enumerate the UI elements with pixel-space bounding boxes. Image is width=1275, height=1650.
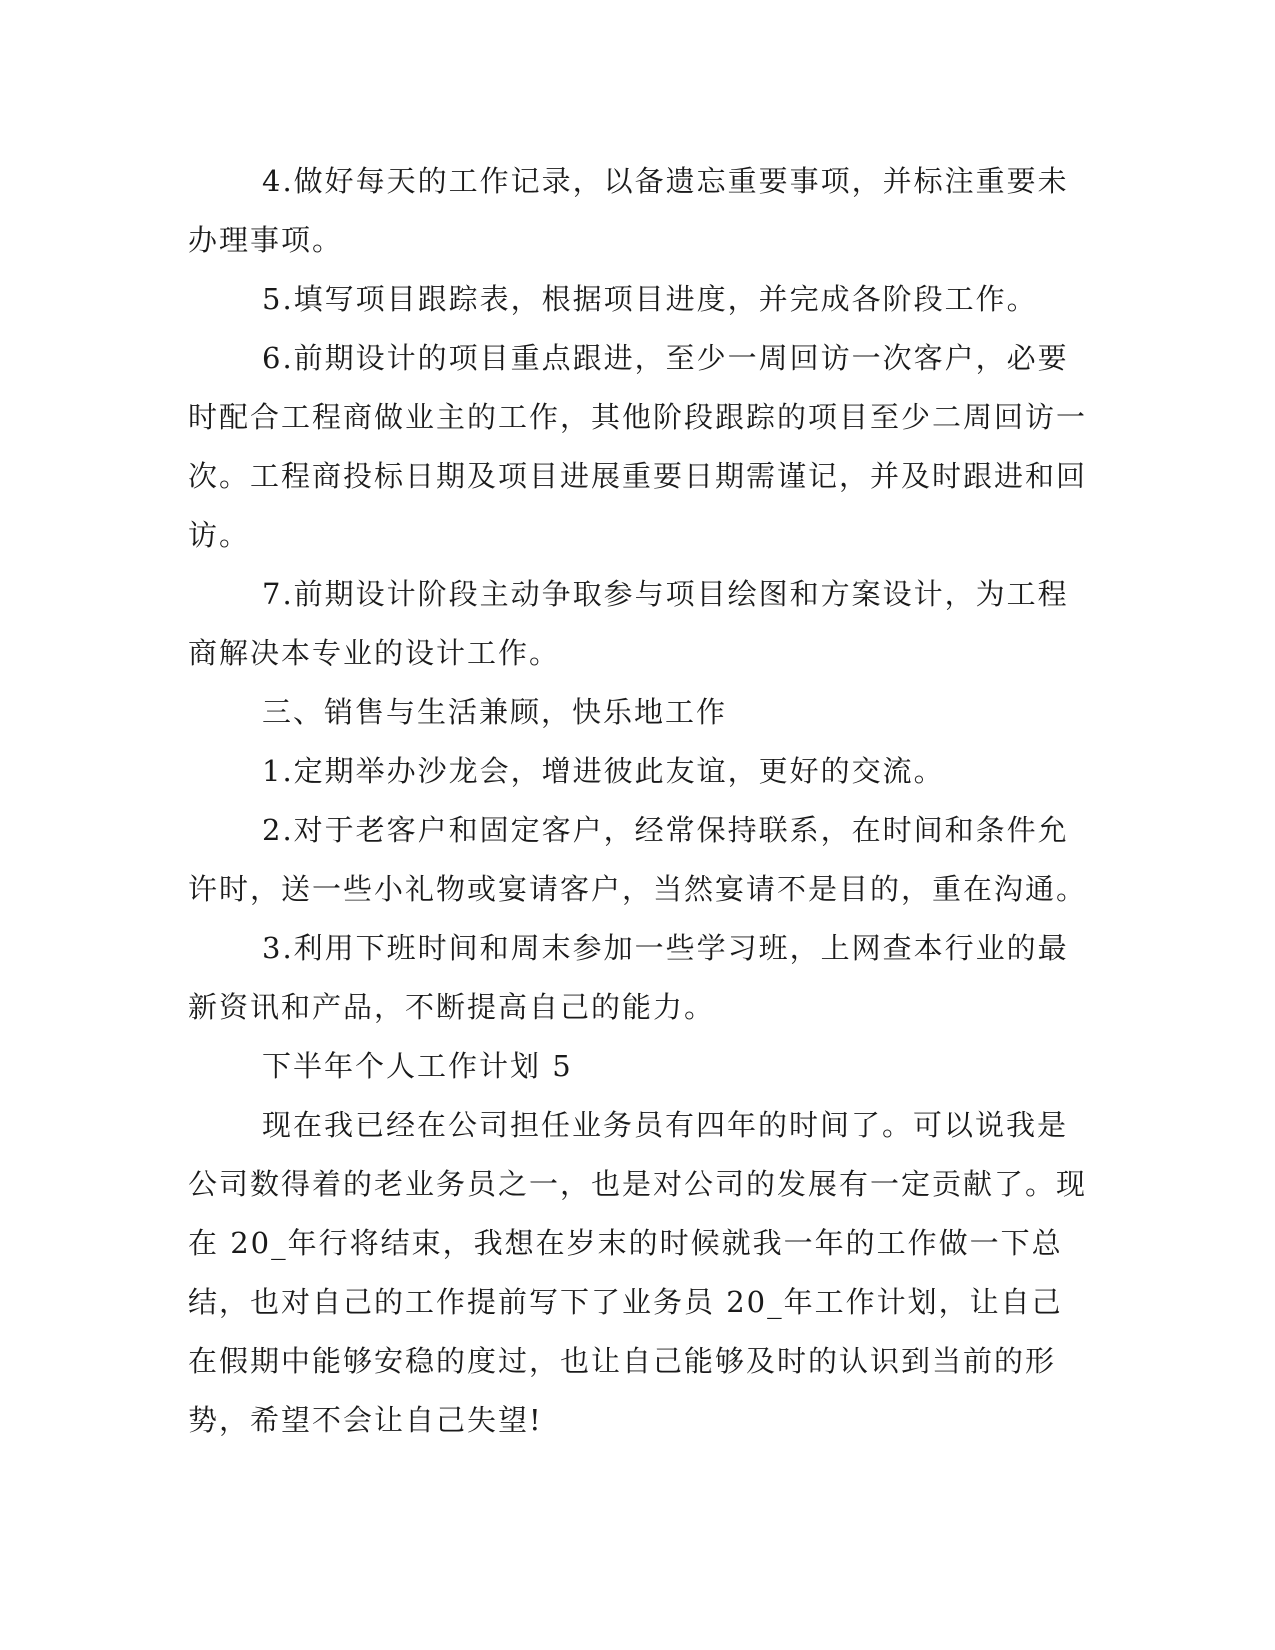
document-body	[188, 152, 1088, 1450]
paragraph-item-7: 7.前期设计阶段主动争取参与项目绘图和方案设计，为工程商解决本专业的设计工作。	[188, 577, 1069, 670]
plan-title: 下半年个人工作计划 5	[262, 1049, 573, 1083]
section-heading-3: 三、销售与生活兼顾，快乐地工作	[262, 695, 728, 729]
paragraph-item-2: 2.对于老客户和固定客户，经常保持联系，在时间和条件允许时，送一些小礼物或宴请客户，当然宴请不是目的，重在沟通。	[188, 813, 1088, 906]
intro-paragraph: 现在我已经在公司担任业务员有四年的时间了。可以说我是公司数得着的老业务员之一，也是对公司的发展有一定贡献了。现在 20_年行将结束，我想在岁末的时候就我一年的工作做一下总结，也对自己的工作提前写下了业务员 20_年工作计划，让自己在假期中能够安稳的度过，也让自己能够及时的认识到当前的形势，希望不会让自己失望!	[188, 1108, 1088, 1437]
paragraph-item-6: 6.前期设计的项目重点跟进，至少一周回访一次客户，必要时配合工程商做业主的工作，其他阶段跟踪的项目至少二周回访一次。工程商投标日期及项目进展重要日期需谨记，并及时跟进和回访。	[188, 341, 1088, 552]
paragraph-item-1: 1.定期举办沙龙会，增进彼此友谊，更好的交流。	[262, 754, 945, 788]
paragraph-item-4: 4.做好每天的工作记录，以备遗忘重要事项，并标注重要未办理事项。	[188, 164, 1069, 257]
paragraph-item-3: 3.利用下班时间和周末参加一些学习班，上网查本行业的最新资讯和产品，不断提高自己的能力。	[188, 931, 1069, 1024]
paragraph-item-5: 5.填写项目跟踪表，根据项目进度，并完成各阶段工作。	[262, 282, 1038, 316]
